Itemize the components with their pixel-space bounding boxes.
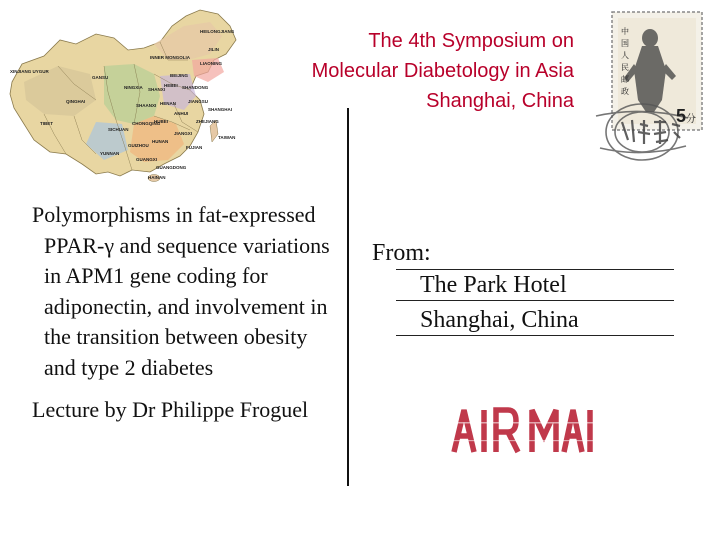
stamp-char: 中 — [621, 27, 629, 36]
map-label: XINJIANG UYGUR — [10, 69, 49, 74]
map-label: ZHEJIANG — [196, 119, 219, 124]
stamp-value: 5分 — [676, 106, 697, 126]
map-label: QINGHAI — [66, 99, 86, 104]
map-label: CHONGQING — [132, 121, 161, 126]
from-label: From: — [372, 240, 431, 266]
stamp-char: 邮 — [621, 75, 629, 84]
map-label: NINGXIA — [124, 85, 143, 90]
china-map — [4, 4, 244, 184]
map-label: HEILONGJIANG — [200, 29, 235, 34]
map-label: SICHUAN — [108, 127, 129, 132]
postage-stamp-icon — [588, 8, 720, 168]
map-label: HEBEI — [164, 83, 178, 88]
map-label: HENAN — [160, 101, 177, 106]
map-label: BEIJING — [170, 73, 189, 78]
map-label: HAINAN — [148, 175, 166, 180]
address-line-rule — [396, 300, 674, 301]
map-label: HUBEI — [154, 119, 169, 124]
map-label: YUNNAN — [100, 151, 120, 156]
map-label: TAIWAN — [218, 135, 236, 140]
map-label: GUANGXI — [136, 157, 158, 162]
address-line: Shanghai, China — [420, 307, 579, 333]
lecture-block — [32, 200, 332, 426]
postage-stamp — [588, 8, 720, 168]
airmail-stamp — [450, 402, 594, 458]
map-label: FUJIAN — [186, 145, 203, 150]
map-label: GUIZHOU — [128, 143, 149, 148]
map-label: LIAONING — [200, 61, 222, 66]
airmail-stamp-icon — [450, 402, 594, 458]
title-line: Shanghai, China — [426, 90, 574, 112]
address-block — [372, 238, 674, 333]
map-label: JILIN — [208, 47, 220, 52]
map-label: JIANGSU — [188, 99, 209, 104]
title-line: The 4th Symposium on — [368, 30, 574, 52]
postcard-divider — [347, 108, 349, 486]
stamp-char: 政 — [621, 87, 629, 96]
address-line: The Park Hotel — [420, 272, 567, 298]
stamp-char: 人 — [621, 51, 629, 60]
map-label: ANHUI — [174, 111, 189, 116]
map-label: JIANGXI — [174, 131, 193, 136]
map-label: GUANGDONG — [156, 165, 187, 170]
map-label: GANSU — [92, 75, 109, 80]
lecture-topic: Polymorphisms in fat-expressed PPAR-γ and sequence variations in APM1 gene coding for adiponectin, and involvement in the transition between obesity and type 2 diabetes — [32, 202, 330, 380]
symposium-title — [312, 26, 574, 116]
lecture-speaker: Lecture by Dr Philippe Froguel — [32, 397, 309, 422]
map-label: HUNAN — [152, 139, 169, 144]
title-line: Molecular Diabetology in Asia — [311, 60, 574, 82]
map-label: SHANXI — [148, 87, 166, 92]
stamp-char: 国 — [621, 39, 629, 48]
stamp-char: 民 — [621, 63, 629, 72]
address-line-rule — [396, 335, 674, 336]
map-label: TIBET — [40, 121, 53, 126]
map-label: INNER MONGOLIA — [150, 55, 190, 60]
map-label: SHANGHAI — [208, 107, 233, 112]
map-label: SHAANXI — [136, 103, 157, 108]
map-label: SHANDONG — [182, 85, 209, 90]
